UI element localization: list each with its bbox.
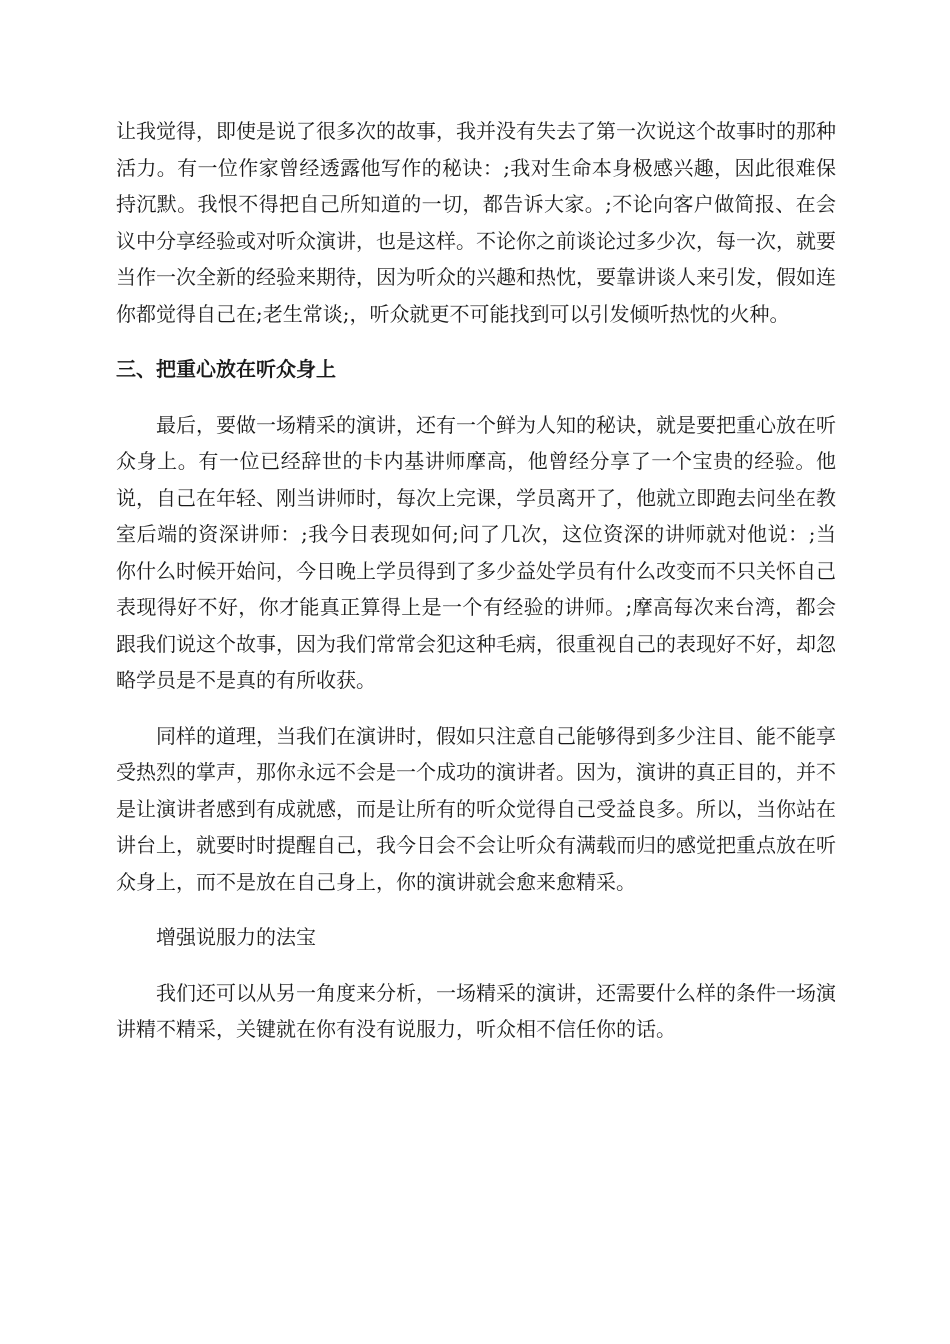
paragraph-carnegie-story: 最后，要做一场精采的演讲，还有一个鲜为人知的秘诀，就是要把重心放在听众身上。有一位已经辞世的卡内基讲师摩高，他曾经分享了一个宝贵的经验。他说，自己在年轻、刚当讲师时，每次上完课，学员离开了，他就立即跑去问坐在教室后端的资深讲师：;我今日表现如何;问了几次，这位资深的讲师就对他说：;当你什么时候开始问，今日晚上学员得到了多少益处学员有什么改变而不只关怀自己表现得好不好，你才能真正算得上是一个有经验的讲师。;摩高每次来台湾，都会跟我们说这个故事，因为我们常常会犯这种毛病，很重视自己的表现好不好，却忽略学员是不是真的有所收获。 [116, 412, 836, 692]
paragraph-passion: 让我觉得，即使是说了很多次的故事，我并没有失去了第一次说这个故事时的那种活力。有一位作家曾经透露他写作的秘诀：;我对生命本身极感兴趣，因此很难保持沉默。我恨不得把自己所知道的一切，都告诉大家。;不论向客户做简报、在会议中分享经验或对听众演讲，也是这样。不论你之前谈论过多少次，每一次，就要当作一次全新的经验来期待，因为听众的兴趣和热忱，要靠讲谈人来引发，假如连你都觉得自己在;老生常谈;，听众就更不可能找到可以引发倾听热忱的火种。 [116, 119, 836, 326]
subtitle-persuasion: 增强说服力的法宝 [156, 925, 316, 949]
document-page [116, 113, 836, 1067]
paragraph-persuasion: 我们还可以从另一角度来分析，一场精采的演讲，还需要什么样的条件一场演讲精不精采，关键就在你有没有说服力，听众相不信任你的话。 [116, 980, 836, 1041]
section-heading-audience-focus: 三、把重心放在听众身上 [116, 357, 336, 381]
paragraph-audience-benefit: 同样的道理，当我们在演讲时，假如只注意自己能够得到多少注目、能不能享受热烈的掌声，那你永远不会是一个成功的演讲者。因为，演讲的真正目的，并不是让演讲者感到有成就感，而是让所有的听众觉得自己受益良多。所以，当你站在讲台上，就要时时提醒自己，我今日会不会让听众有满载而归的感觉把重点放在听众身上，而不是放在自己身上，你的演讲就会愈来愈精采。 [116, 723, 836, 894]
